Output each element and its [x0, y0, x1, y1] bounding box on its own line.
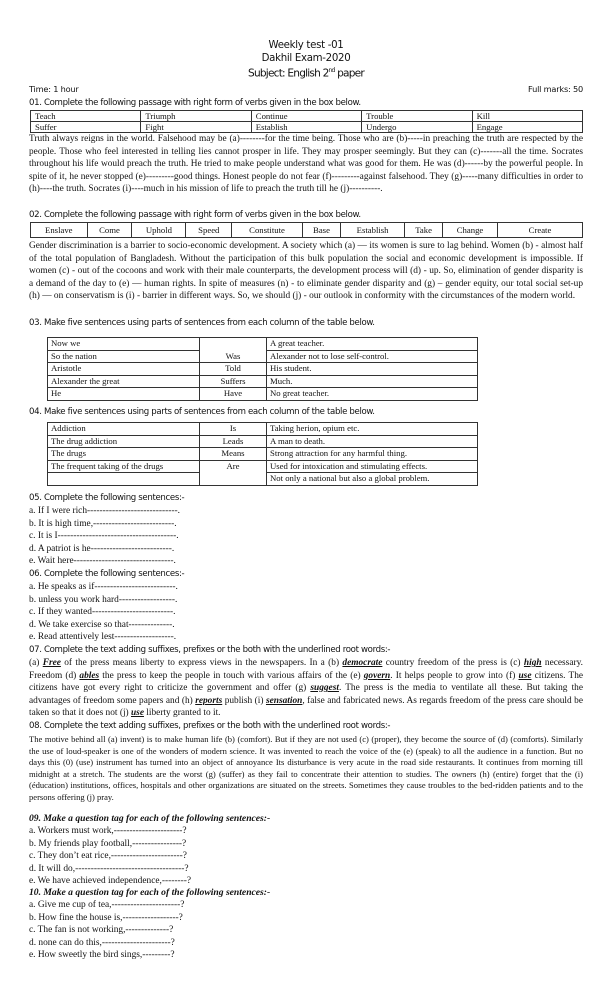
col3-cell: A great teacher. [267, 338, 478, 351]
q9-title: 09. Make a question tag for each of the following sentences:- [29, 813, 271, 824]
list-item: a. Give me cup of tea,----------------------? [29, 900, 185, 910]
subject-sup: nd [328, 67, 335, 74]
list-item: c. If they wanted--------------------------. [29, 607, 176, 618]
col1-cell: The drug addiction [48, 435, 200, 448]
q3-table [47, 337, 478, 401]
q6-list [29, 581, 178, 644]
verb-cell: Take [405, 223, 443, 238]
col3-cell: A man to death. [267, 435, 478, 448]
list-item: b. How fine the house is,------------------? [29, 912, 183, 923]
passage-text: . The press is the media to ventilate all these. But taking the advantages of freedom some papers and (h) [29, 683, 583, 706]
table-row [48, 375, 478, 388]
table-row [48, 448, 478, 461]
q5-title: 05. Complete the following sentences:- [29, 493, 185, 503]
passage-text: necessary. Freedom (d) [29, 658, 583, 681]
col1-cell: Alexander the great [48, 375, 200, 388]
list-item: d. none can do this,----------------------? [29, 937, 175, 948]
exam-header [0, 40, 612, 80]
list-item: d. A patriot is he--------------------------. [29, 543, 175, 554]
table-row [31, 223, 583, 238]
passage-text: the press to keep the people in touch with various affairs of the (e) [99, 670, 364, 681]
list-item: e. How sweetly the bird sings,---------? [29, 950, 175, 961]
verb-cell: Triumph [141, 111, 251, 122]
table-row [48, 363, 478, 376]
q4-table [47, 422, 478, 486]
col1-cell: The frequent taking of the drugs [48, 460, 200, 473]
verb-cell: Base [302, 223, 340, 238]
q3-title: 03. Make five sentences using parts of sentences from each column of the table below. [29, 318, 375, 328]
verb-cell: Trouble [362, 111, 472, 122]
col2-cell: Was [200, 338, 267, 363]
col1-cell: Aristotle [48, 363, 200, 376]
root-word: reports [195, 695, 223, 706]
table-row [48, 423, 478, 436]
col1-cell: Addiction [48, 423, 200, 436]
test-title: Weekly test -01 [268, 40, 344, 51]
verb-cell: Establish [251, 122, 361, 133]
list-item: a. If I were rich-----------------------------. [29, 506, 180, 516]
q7-title: 07. Complete the text adding suffixes, prefixes or the both with the underlined root words:- [29, 645, 391, 655]
q9-list [29, 825, 191, 888]
list-item: e. Wait here--------------------------------. [29, 556, 176, 567]
q1-title: 01. Complete the following passage with right form of verbs given in the box below. [29, 98, 361, 108]
verb-cell: Create [498, 223, 583, 238]
list-item: e. We have achieved independence,--------? [29, 876, 191, 887]
list-item: c. The fan is not working,--------------? [29, 925, 174, 936]
verb-cell: Fight [141, 122, 251, 133]
table-row [48, 460, 478, 473]
col3-cell: No great teacher. [267, 388, 478, 401]
col3-cell: Used for intoxication and stimulating effects. [267, 460, 478, 473]
col3-cell: Alexander not to lose self-control. [267, 350, 478, 363]
root-word: high [523, 658, 542, 668]
col2-cell: Suffers [200, 375, 267, 388]
q8-title: 08. Complete the text adding suffixes, prefixes or the both with the underlined root words:- [29, 721, 391, 731]
list-item: c. They don’t eat rice,-----------------------? [29, 851, 187, 862]
col2-cell: Are [200, 460, 267, 485]
time-label: Time: 1 hour [29, 84, 79, 94]
table-row [48, 435, 478, 448]
col2-cell: Leads [200, 435, 267, 448]
col3-cell: Much. [267, 375, 478, 388]
subject-prefix: Subject: English 2 [248, 67, 329, 80]
verb-cell: Continue [251, 111, 361, 122]
exam-meta [29, 84, 583, 94]
list-item: a. Workers must work,----------------------? [29, 826, 187, 836]
passage-text: citizens. The citizens have got every right to criticize the government and offer (g) [29, 670, 584, 694]
verb-cell: Suffer [31, 122, 141, 133]
passage-text: publish (i) [222, 695, 266, 706]
col1-cell: Now we [48, 338, 200, 351]
verb-cell: Speed [186, 223, 232, 238]
table-row [31, 111, 583, 122]
q7-passage [29, 657, 583, 720]
verb-cell: Come [87, 223, 132, 238]
q2-title: 02. Complete the following passage with right form of verbs given in the box below. [29, 210, 361, 220]
verb-cell: Constitute [232, 223, 303, 238]
verb-cell: Teach [31, 111, 141, 122]
list-item: a. He speaks as if--------------------------. [29, 582, 178, 592]
table-row [31, 122, 583, 133]
col1-cell: He [48, 388, 200, 401]
q6-title: 06. Complete the following sentences:- [29, 569, 185, 579]
list-item: d. We take exercise so that--------------. [29, 619, 175, 630]
exam-title: Dakhil Exam-2020 [261, 52, 351, 64]
root-word: Free [42, 658, 61, 668]
q10-title: 10. Make a question tag for each of the following sentences:- [29, 887, 271, 898]
verb-cell: Engage [472, 122, 582, 133]
col2-cell: Means [200, 448, 267, 461]
full-marks-label: Full marks: 50 [528, 84, 583, 94]
col1-cell: So the nation [48, 350, 200, 363]
passage-text: , false and fabricated news. As regards freedom of the press care should be taken so that it does not (j) [29, 695, 583, 719]
passage-text: country freedom of the press is (c) [382, 658, 524, 668]
root-word: use [518, 670, 532, 681]
list-item: e. Read attentively lest-------------------. [29, 632, 177, 643]
subject-title [0, 65, 612, 80]
q1-verb-box [30, 110, 583, 133]
col2-cell: Told [200, 363, 267, 376]
verb-cell: Kill [472, 111, 582, 122]
col3-cell: His student. [267, 363, 478, 376]
q5-list [29, 505, 180, 568]
table-row [48, 388, 478, 401]
passage-text: of the press means liberty to express views in the newspapers. In a (b) [60, 658, 343, 668]
q8-passage: The motive behind all (a) invent) is to make human life (b) (comfort). But if they are not used (c) (proper), they become the source of (d) (comforts). Similarly the use of loud-speaker is one of the wonders of modern science. It was invented to reach the voice of the (e) (speak) to all the audience in a function. But no days this (0) (use) instrument has turned into an object of annoyance Its disturbance is very acute in the road side restaurants. It continues from morning till midnight at a stretch. The students are the worst (g) (suffer) as they fail to concentrate their attention to studies. The owners (h) (entire) forget that the (i) (éducation) institutions, offices, hospitals and other organizations are situated on the streets. Sometimes they cause troubles to the bed-ridden patients and to the persons offering (j) pray. [29, 734, 583, 802]
verb-cell: Establish [341, 223, 405, 238]
q2-verb-box [30, 222, 583, 238]
root-word: govern [363, 670, 391, 681]
passage-text: . It helps people to grow into (f) [390, 670, 519, 681]
col3-cell: Not only a national but also a global problem. [267, 473, 478, 486]
verb-cell: Undergo [362, 122, 472, 133]
list-item: b. My friends play football,----------------? [29, 838, 187, 849]
root-word: suggest [310, 683, 339, 694]
col1-cell: The drugs [48, 448, 200, 461]
root-word: sensation [265, 695, 303, 706]
passage-text: liberty granted to it. [143, 708, 221, 719]
q1-passage: Truth always reigns in the world. Falsehood may be (a)--------for the time being. Those who are (b)-----in preaching the truth are respected by the people. Those who feel interested in telling lies cannot prosper in life. They may prosper seemingly. But they can (c)-------all the time. Socrates throughout his life would preach the truth. He tried to make people understand what was good for them. He was (d)------by the powerful people. In spite of it, he never stopped (e)---------good things. Honest people do not fear (f)---------against falsehood. They (g)-----many difficulties in order to (h)----the truth. Socrates (i)----much in his mission of life to preach the truth till he (j)----------. [29, 134, 583, 195]
list-item: b. It is high time,--------------------------. [29, 518, 177, 529]
verb-cell: Enslave [31, 223, 88, 238]
subject-suffix: paper [334, 67, 364, 80]
passage-text: (a) [29, 658, 43, 668]
root-word: democrate [342, 658, 383, 668]
col3-cell: Strong attraction for any harmful thing. [267, 448, 478, 461]
verb-cell: Uphold [132, 223, 186, 238]
q2-passage: Gender discrimination is a barrier to socio-economic development. A society which (a) — its women is sure to lag behind. Women (b) - almost half of the total population of Bangladesh. Without the participation of this bulk population the social and economic development is impossible. If women (c) - out of the cocoons and work with their male counterparts, the development process will (d) - up. So, elimination of gender disparity is a demand of the day to (e) — human rights. In spite of measures (n) - to eliminate gender disparity and (g) – gender equity, our total social set-up (h) — on conservatism is (i) - barrier in different ways. So, we should (j) - our outlook in conformity with the circumstances of the modern world. [29, 241, 583, 302]
col2-cell: Is [200, 423, 267, 436]
list-item: b. unless you work hard------------------. [29, 594, 178, 605]
col3-cell: Taking herion, opium etc. [267, 423, 478, 436]
list-item: d. It will do,-----------------------------------? [29, 863, 189, 874]
verb-cell: Change [443, 223, 498, 238]
q10-list [29, 899, 184, 962]
table-row [48, 338, 478, 351]
col1-cell [48, 473, 200, 486]
q4-title: 04. Make five sentences using parts of sentences from each column of the table below. [29, 407, 375, 417]
list-item: c. It is I--------------------------------------. [29, 531, 179, 542]
root-word: ables [79, 670, 100, 681]
root-word: use [130, 708, 144, 719]
col2-cell: Have [200, 388, 267, 401]
